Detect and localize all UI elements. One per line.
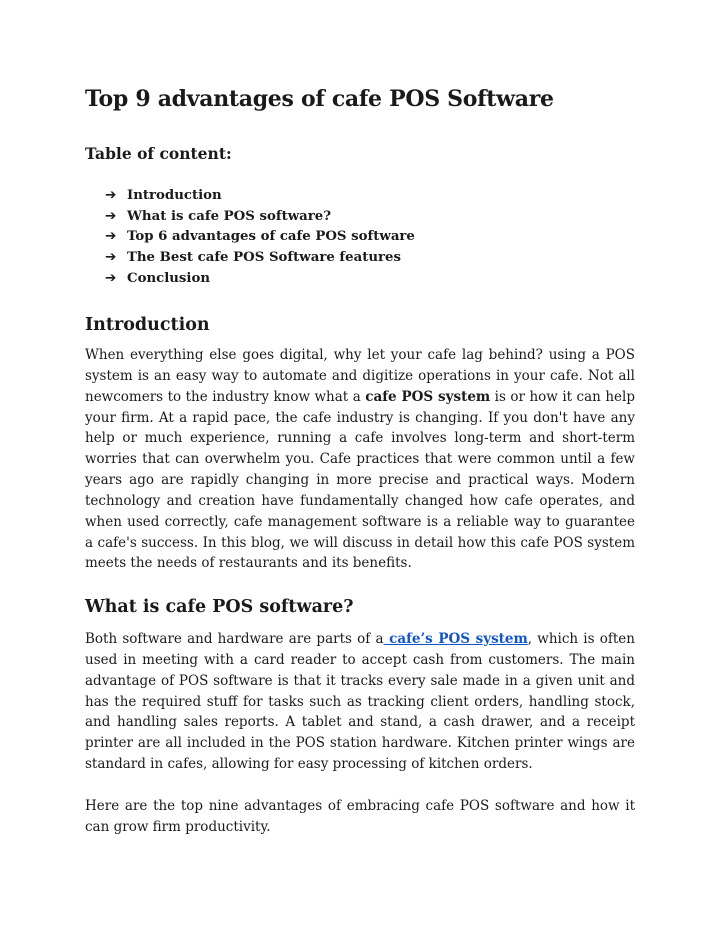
toc-item-label: Introduction — [127, 188, 222, 203]
toc-item-label: What is cafe POS software? — [127, 208, 332, 224]
toc-item[interactable] — [105, 227, 415, 248]
what-is-text-end: , which is often used in meeting with a card reader to accept cash from customers. The main advantage of POS software is that it tracks every sale made in a given unit and has the required stuff for tasks such as tracking client orders, handling stock, and handling sales reports. A tablet and stand, a cash drawer, and a receipt printer are all included in the POS station hardware. Kitchen printer wings are standard in cafes, allowing for easy processing of kitchen orders. — [85, 631, 635, 773]
section-heading-introduction: Introduction — [85, 315, 210, 335]
what-is-paragraph — [85, 629, 635, 775]
what-is-text-start: Both software and hardware are parts of a — [85, 631, 384, 647]
arrow-right-icon: ➔ — [105, 188, 117, 203]
toc-item[interactable] — [105, 186, 415, 207]
cafe-pos-system-link[interactable]: cafe’s POS system — [383, 631, 528, 647]
intro-text-end: is or how it can help your firm. At a rapid pace, the cafe industry is changing. If you don't have any help or much experience, running a cafe involves long-term and short-term worries that can overwhelm you. Cafe practices that were common until a few years ago are rapidly changing in more precise and practical ways. Modern technology and creation have fundamentally changed how cafe operates, and when used correctly, cafe management software is a reliable way to guarantee a cafe's success. In this blog, we will discuss in detail how this cafe POS system meets the needs of restaurants and its benefits. — [85, 388, 635, 572]
arrow-right-icon: ➔ — [105, 208, 117, 224]
toc-item-label: The Best cafe POS Software features — [127, 250, 401, 266]
section-heading-what-is: What is cafe POS software? — [85, 597, 354, 617]
page-title: Top 9 advantages of cafe POS Software — [85, 86, 554, 112]
closing-paragraph: Here are the top nine advantages of embracing cafe POS software and how it can grow firm productivity. — [85, 798, 635, 835]
toc-item-label: Conclusion — [127, 270, 211, 286]
toc-item[interactable] — [105, 269, 415, 290]
intro-text-start: When everything else goes digital, why let your cafe lag behind? using a POS system is an easy way to automate and digitize operations in your cafe. Not all newcomers to the industry know what a — [85, 347, 635, 405]
toc-heading: Table of content: — [85, 144, 232, 163]
table-of-contents — [105, 186, 415, 289]
toc-item[interactable] — [105, 207, 415, 228]
intro-bold-term: cafe POS system — [365, 388, 491, 405]
arrow-right-icon: ➔ — [105, 229, 117, 245]
arrow-right-icon: ➔ — [105, 250, 117, 266]
toc-item-label: Top 6 advantages of cafe POS software — [127, 229, 415, 245]
arrow-right-icon: ➔ — [105, 270, 117, 286]
introduction-paragraph — [85, 345, 635, 574]
toc-item[interactable] — [105, 248, 415, 269]
